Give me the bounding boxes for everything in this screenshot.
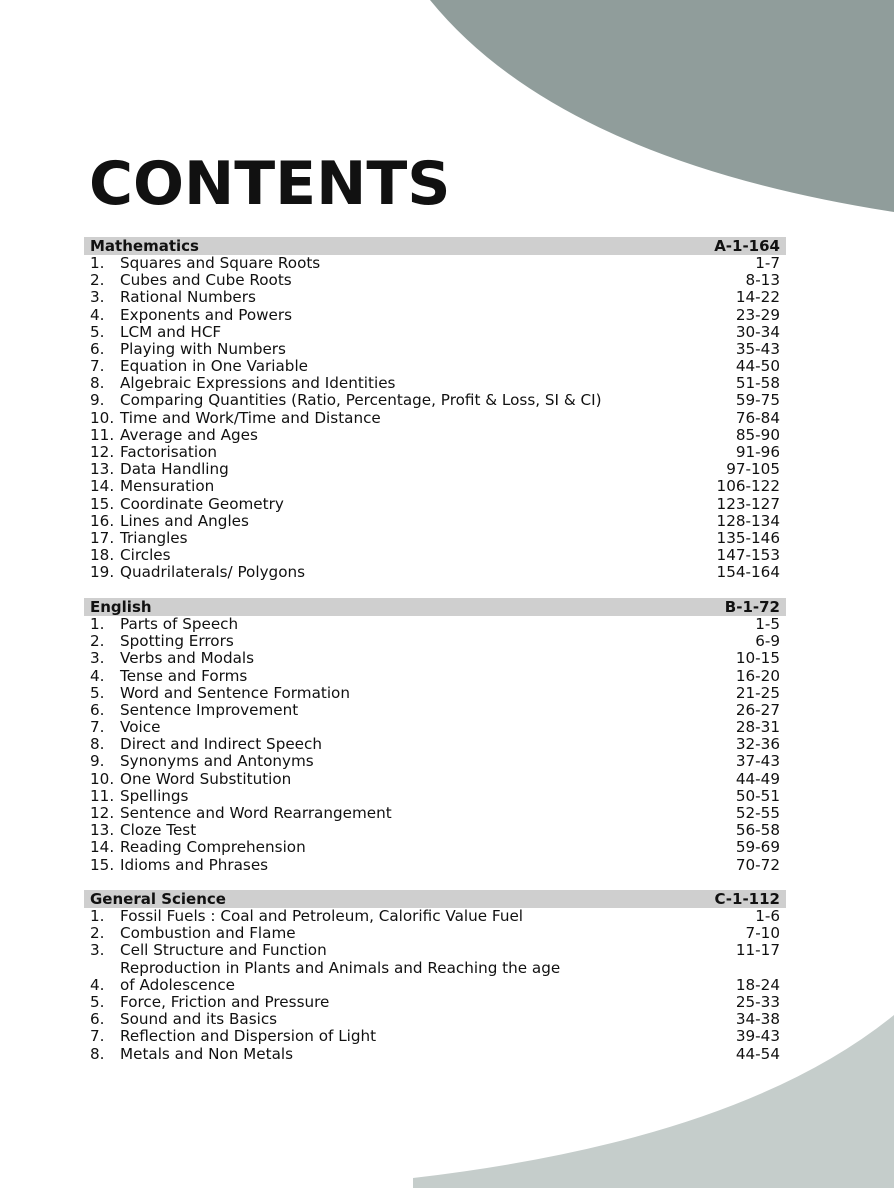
toc-entry-title: Verbs and Modals	[120, 649, 255, 668]
toc-entry	[84, 496, 786, 513]
toc-entry-number: 9.	[90, 391, 105, 410]
toc-entry-pages: 52-55	[735, 804, 780, 823]
toc-entry	[84, 788, 786, 805]
toc-entry-pages: 28-31	[735, 718, 780, 737]
toc-entry-number: 17.	[90, 528, 115, 547]
toc-entry-title: Mensuration	[120, 477, 215, 496]
section-name: Mathematics	[90, 237, 199, 255]
toc-entry	[84, 255, 786, 272]
toc-entry	[84, 960, 786, 994]
toc-entry-label	[90, 668, 247, 685]
toc-entry-label	[90, 255, 320, 272]
toc-entry-number: 2.	[90, 924, 105, 943]
toc-entry	[84, 375, 786, 392]
toc-entry-pages: 8-13	[745, 271, 780, 290]
toc-entry-pages: 30-34	[735, 322, 780, 341]
section-page-range: C-1-112	[714, 890, 780, 908]
toc-entry-label	[90, 444, 217, 461]
toc-entry	[84, 444, 786, 461]
section-page-range: B-1-72	[724, 598, 780, 616]
toc-entry-label	[90, 942, 327, 959]
toc-entry	[84, 685, 786, 702]
toc-entry-pages: 23-29	[735, 305, 780, 324]
toc-entry-pages: 26-27	[735, 700, 780, 719]
toc-entry-title: Tense and Forms	[120, 666, 248, 685]
toc-entry	[84, 1046, 786, 1063]
toc-entry-title: Reproduction in Plants and Animals and Reaching the age of Adolescence	[120, 958, 561, 994]
toc-entry-label	[90, 805, 392, 822]
toc-entry-label	[90, 547, 171, 564]
toc-entry-number: 4.	[90, 666, 105, 685]
toc-entry	[84, 341, 786, 358]
page-title: CONTENTS	[89, 149, 451, 219]
toc-entry-number: 1.	[90, 253, 105, 272]
toc-entry	[84, 547, 786, 564]
toc-entry-title: Spellings	[120, 786, 189, 805]
toc-entry-title: Lines and Angles	[120, 511, 249, 530]
toc-entry-number: 9.	[90, 752, 105, 771]
section-mathematics	[84, 237, 786, 582]
top-right-arc-shape	[430, 0, 894, 212]
toc-entry	[84, 702, 786, 719]
toc-entry-number: 12.	[90, 804, 115, 823]
toc-entry-number: 8.	[90, 735, 105, 754]
toc-entry	[84, 427, 786, 444]
toc-entry	[84, 839, 786, 856]
toc-entry-label	[90, 564, 305, 581]
toc-entry-number: 6.	[90, 339, 105, 358]
toc-entry-number: 4.	[90, 305, 105, 324]
toc-entry	[84, 272, 786, 289]
toc-entry-title: Direct and Indirect Speech	[120, 735, 322, 754]
toc-entry-label	[90, 1028, 376, 1045]
toc-entry-number: 13.	[90, 460, 115, 479]
toc-entry-label	[90, 461, 229, 478]
toc-entry	[84, 410, 786, 427]
toc-entry-title: Spotting Errors	[120, 632, 234, 651]
toc-entry-title: Sentence Improvement	[120, 700, 299, 719]
toc-entry	[84, 1011, 786, 1028]
toc-entry-title: Time and Work/Time and Distance	[120, 408, 381, 427]
toc-entry-number: 16.	[90, 511, 115, 530]
toc-entry-pages: 25-33	[735, 992, 780, 1011]
toc-entry-label	[90, 633, 234, 650]
toc-entry-pages: 11-17	[735, 941, 780, 960]
toc-entry-title: Reflection and Dispersion of Light	[120, 1027, 377, 1046]
toc-entry-number: 7.	[90, 357, 105, 376]
toc-entry-pages: 59-69	[735, 838, 780, 857]
toc-entry-number: 3.	[90, 288, 105, 307]
toc-entry-title: Cell Structure and Function	[120, 941, 327, 960]
toc-entry-number: 7.	[90, 718, 105, 737]
toc-entry-title: Sound and its Basics	[120, 1010, 278, 1029]
toc-entry-title: Cubes and Cube Roots	[120, 271, 292, 290]
toc-entry-pages: 37-43	[735, 752, 780, 771]
toc-entry-pages: 123-127	[716, 494, 780, 513]
toc-entry-number: 12.	[90, 443, 115, 462]
toc-entry-pages: 44-49	[735, 769, 780, 788]
toc-entry-number: 3.	[90, 649, 105, 668]
toc-entry-label	[90, 478, 214, 495]
toc-entry-number: 5.	[90, 992, 105, 1011]
toc-entry-number: 15.	[90, 855, 115, 874]
toc-entry-title: Average and Ages	[120, 425, 258, 444]
toc-entry-title: Quadrilaterals/ Polygons	[120, 563, 306, 582]
toc-list	[84, 255, 786, 582]
toc-entry-title: Data Handling	[120, 460, 229, 479]
toc-entry-title: Force, Friction and Pressure	[120, 992, 330, 1011]
toc-entry-title: Metals and Non Metals	[120, 1044, 294, 1063]
toc-entry-pages: 6-9	[755, 632, 780, 651]
toc-entry-pages: 35-43	[735, 339, 780, 358]
toc-entry-pages: 76-84	[735, 408, 780, 427]
toc-entry-number: 10.	[90, 408, 115, 427]
toc-entry-label	[90, 410, 381, 427]
toc-entry-pages: 154-164	[716, 563, 780, 582]
toc-entry	[84, 925, 786, 942]
toc-entry-number: 10.	[90, 769, 115, 788]
toc-entry-title: Parts of Speech	[120, 614, 239, 633]
toc-entry-label	[90, 392, 602, 409]
toc-entry	[84, 616, 786, 633]
toc-entry	[84, 754, 786, 771]
toc-entry-label	[90, 925, 296, 942]
toc-entry	[84, 633, 786, 650]
toc-entry-pages: 39-43	[735, 1027, 780, 1046]
toc-entry	[84, 461, 786, 478]
toc-entry-label	[90, 960, 560, 994]
section-name: General Science	[90, 890, 226, 908]
section-name: English	[90, 598, 152, 616]
toc-entry-pages: 50-51	[735, 786, 780, 805]
toc-entry-label	[90, 496, 284, 513]
toc-entry-label	[90, 341, 286, 358]
toc-entry-title: Idioms and Phrases	[120, 855, 269, 874]
toc-entry-number: 14.	[90, 838, 115, 857]
toc-entry-title: Cloze Test	[120, 821, 197, 840]
toc-entry	[84, 650, 786, 667]
toc-entry-number: 1.	[90, 614, 105, 633]
toc-entry-pages: 91-96	[735, 443, 780, 462]
toc-entry-label	[90, 719, 160, 736]
toc-entry-title: Factorisation	[120, 443, 218, 462]
toc-entry-number: 18.	[90, 546, 115, 565]
toc-entry	[84, 324, 786, 341]
toc-entry-title: Comparing Quantities (Ratio, Percentage, Profit & Loss, SI & CI)	[120, 391, 602, 410]
toc-entry	[84, 393, 786, 410]
toc-entry-number: 8.	[90, 1044, 105, 1063]
toc-list	[84, 908, 786, 1063]
toc-entry-pages: 1-7	[755, 253, 780, 272]
toc-entry-title: Playing with Numbers	[120, 339, 286, 358]
toc-entry-number: 11.	[90, 425, 115, 444]
toc-entry-label	[90, 994, 329, 1011]
toc-entry-label	[90, 513, 249, 530]
toc-entry	[84, 736, 786, 753]
toc-entry-number: 2.	[90, 632, 105, 651]
section-header	[84, 890, 786, 908]
toc-entry-label	[90, 685, 350, 702]
toc-entry	[84, 307, 786, 324]
toc-entry-number: 5.	[90, 322, 105, 341]
toc-entry-label	[90, 272, 292, 289]
toc-entry-label	[90, 839, 306, 856]
toc-entry-label	[90, 788, 188, 805]
toc-entry-pages: 10-15	[735, 649, 780, 668]
toc-entry-pages: 44-50	[735, 357, 780, 376]
section-english	[84, 598, 786, 874]
toc-entry-number: 1.	[90, 906, 105, 925]
toc-entry-title: Voice	[120, 718, 161, 737]
toc-entry-pages: 97-105	[726, 460, 780, 479]
toc-entry-label	[90, 736, 322, 753]
toc-entry-title: One Word Substitution	[120, 769, 292, 788]
toc-entry	[84, 530, 786, 547]
toc-entry-number: 7.	[90, 1027, 105, 1046]
toc-entry-pages: 59-75	[735, 391, 780, 410]
toc-entry-title: Algebraic Expressions and Identities	[120, 374, 396, 393]
toc-entry	[84, 908, 786, 925]
toc-entry-number: 6.	[90, 700, 105, 719]
section-header	[84, 237, 786, 255]
toc-entry-label	[90, 1046, 293, 1063]
toc-entry-label	[90, 1011, 277, 1028]
toc-entry-label	[90, 289, 256, 306]
toc-entry-pages: 32-36	[735, 735, 780, 754]
toc-entry-pages: 44-54	[735, 1044, 780, 1063]
toc-entry-title: Equation in One Variable	[120, 357, 309, 376]
toc-entry-label	[90, 616, 238, 633]
toc-entry-title: Squares and Square Roots	[120, 253, 321, 272]
toc-entry-pages: 85-90	[735, 425, 780, 444]
toc-entry	[84, 478, 786, 495]
toc-entry-pages: 56-58	[735, 821, 780, 840]
toc-entry-label	[90, 771, 291, 788]
toc-entry-pages: 14-22	[735, 288, 780, 307]
toc-entry-pages: 18-24	[735, 975, 780, 994]
toc-entry-pages: 135-146	[716, 528, 780, 547]
toc-entry-title: Circles	[120, 546, 171, 565]
toc-entry-label	[90, 650, 254, 667]
toc-entry	[84, 358, 786, 375]
toc-entry-title: Combustion and Flame	[120, 924, 296, 943]
toc-entry-title: Triangles	[120, 528, 188, 547]
section-page-range: A-1-164	[714, 237, 780, 255]
toc-entry-title: Synonyms and Antonyms	[120, 752, 314, 771]
toc-entry-label	[90, 427, 258, 444]
toc-entry-pages: 147-153	[716, 546, 780, 565]
toc-entry-pages: 7-10	[745, 924, 780, 943]
toc-entry-number: 4.	[90, 975, 105, 994]
toc-entry-pages: 34-38	[735, 1010, 780, 1029]
toc-entry-label	[90, 753, 314, 770]
toc-entry-label	[90, 702, 298, 719]
toc-entry-title: Rational Numbers	[120, 288, 256, 307]
toc-entry-pages: 21-25	[735, 683, 780, 702]
toc-entry	[84, 994, 786, 1011]
toc-entry-title: LCM and HCF	[120, 322, 222, 341]
toc-list	[84, 616, 786, 874]
toc-entry-pages: 51-58	[735, 374, 780, 393]
toc-entry-number: 6.	[90, 1010, 105, 1029]
toc-entry	[84, 513, 786, 530]
toc-entry-number: 8.	[90, 374, 105, 393]
toc-entry-label	[90, 530, 188, 547]
toc-entry	[84, 857, 786, 874]
toc-entry-number: 14.	[90, 477, 115, 496]
toc-entry-label	[90, 307, 292, 324]
section-header	[84, 598, 786, 616]
toc-entry-pages: 128-134	[716, 511, 780, 530]
toc-entry-label	[90, 324, 221, 341]
toc-entry	[84, 942, 786, 959]
toc-entry-pages: 1-5	[755, 614, 780, 633]
toc-entry-title: Exponents and Powers	[120, 305, 293, 324]
toc-entry-number: 19.	[90, 563, 115, 582]
toc-entry-number: 15.	[90, 494, 115, 513]
toc-entry-number: 11.	[90, 786, 115, 805]
toc-entry-number: 2.	[90, 271, 105, 290]
toc-entry-title: Word and Sentence Formation	[120, 683, 350, 702]
toc-entry	[84, 805, 786, 822]
toc-entry-title: Fossil Fuels : Coal and Petroleum, Calorific Value Fuel	[120, 906, 524, 925]
toc-entry-number: 13.	[90, 821, 115, 840]
toc-entry-label	[90, 375, 395, 392]
toc-entry	[84, 668, 786, 685]
toc-entry-number: 3.	[90, 941, 105, 960]
toc-entry-label	[90, 908, 523, 925]
toc-entry-number: 5.	[90, 683, 105, 702]
toc-entry-title: Sentence and Word Rearrangement	[120, 804, 392, 823]
toc-entry-pages: 106-122	[716, 477, 780, 496]
section-general-science	[84, 890, 786, 1063]
toc-entry	[84, 1028, 786, 1045]
toc-entry	[84, 564, 786, 581]
toc-entry-pages: 1-6	[755, 906, 780, 925]
toc-entry-title: Reading Comprehension	[120, 838, 306, 857]
toc-entry	[84, 289, 786, 306]
toc-entry-pages: 16-20	[735, 666, 780, 685]
toc-entry	[84, 719, 786, 736]
toc-entry-label	[90, 358, 308, 375]
toc-entry	[84, 771, 786, 788]
toc-entry-label	[90, 822, 196, 839]
toc-entry	[84, 822, 786, 839]
toc-entry-label	[90, 857, 268, 874]
toc-entry-pages: 70-72	[735, 855, 780, 874]
toc-entry-title: Coordinate Geometry	[120, 494, 284, 513]
